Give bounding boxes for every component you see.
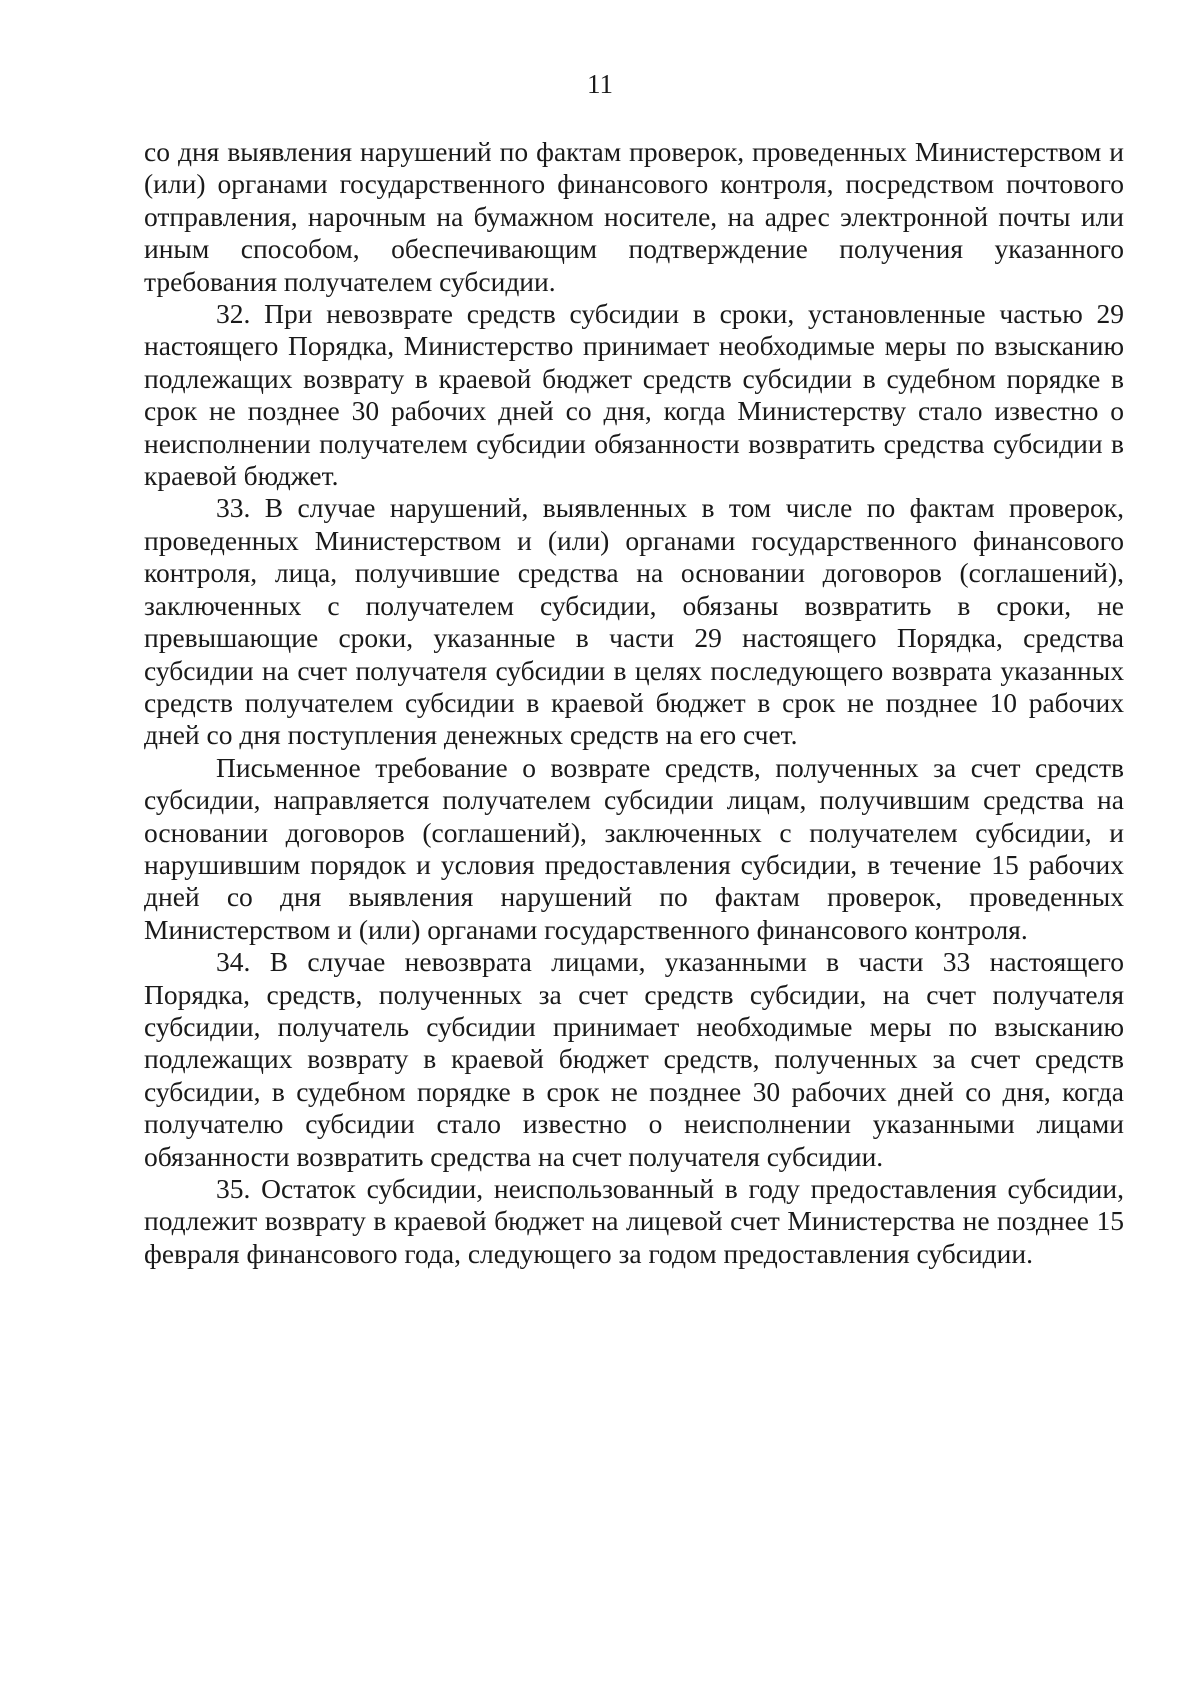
document-body bbox=[144, 136, 1124, 1270]
page-number: 11 bbox=[587, 69, 613, 99]
paragraph-clause-32: 32. При невозврате средств субсидии в сроки, установленные частью 29 настоящего Порядка, Министерство принимает необходимые меры по взысканию подлежащих возврату в краевой бюджет средств субсидии в судебном порядке в срок не позднее 30 рабочих дней со дня, когда Министерству стало известно о неисполнении получателем субсидии обязанности возвратить средства субсидии в краевой бюджет. bbox=[144, 298, 1124, 492]
paragraph-clause-35: 35. Остаток субсидии, неиспользованный в году предоставления субсидии, подлежит возврату в краевой бюджет на лицевой счет Министерства не позднее 15 февраля финансового года, следующего за годом предоставления субсидии. bbox=[144, 1173, 1124, 1269]
paragraph-clause-34: 34. В случае невозврата лицами, указанными в части 33 настоящего Порядка, средств, полученных за счет средств субсидии, на счет получателя субсидии, получатель субсидии принимает необходимые меры по взысканию подлежащих возврату в краевой бюджет средств, полученных за счет средств субсидии, в судебном порядке в срок не позднее 30 рабочих дней со дня, когда получателю субсидии стало известно о неисполнении указанными лицами обязанности возвратить средства на счет получателя субсидии. bbox=[144, 946, 1124, 1172]
paragraph-clause-33: 33. В случае нарушений, выявленных в том числе по фактам проверок, проведенных Министерством и (или) органами государственного финансового контроля, лица, получившие средства на основании договоров (соглашений), заключенных с получателем субсидии, обязаны возвратить в сроки, не превышающие сроки, указанные в части 29 настоящего Порядка, средства субсидии на счет получателя субсидии в целях последующего возврата указанных средств получателем субсидии в краевой бюджет в срок не позднее 10 рабочих дней со дня поступления денежных средств на его счет. bbox=[144, 492, 1124, 751]
paragraph-written-demand: Письменное требование о возврате средств, полученных за счет средств субсидии, направляется получателем субсидии лицам, получившим средства на основании договоров (соглашений), заключенных с получателем субсидии, и нарушившим порядок и условия предоставления субсидии, в течение 15 рабочих дней со дня выявления нарушений по фактам проверок, проведенных Министерством и (или) органами государственного финансового контроля. bbox=[144, 751, 1124, 945]
paragraph-continuation: со дня выявления нарушений по фактам проверок, проведенных Министерством и (или) органами государственного финансового контроля, посредством почтового отправления, нарочным на бумажном носителе, на адрес электронной почты или иным способом, обеспечивающим подтверждение получения указанного требования получателем субсидии. bbox=[144, 136, 1124, 297]
